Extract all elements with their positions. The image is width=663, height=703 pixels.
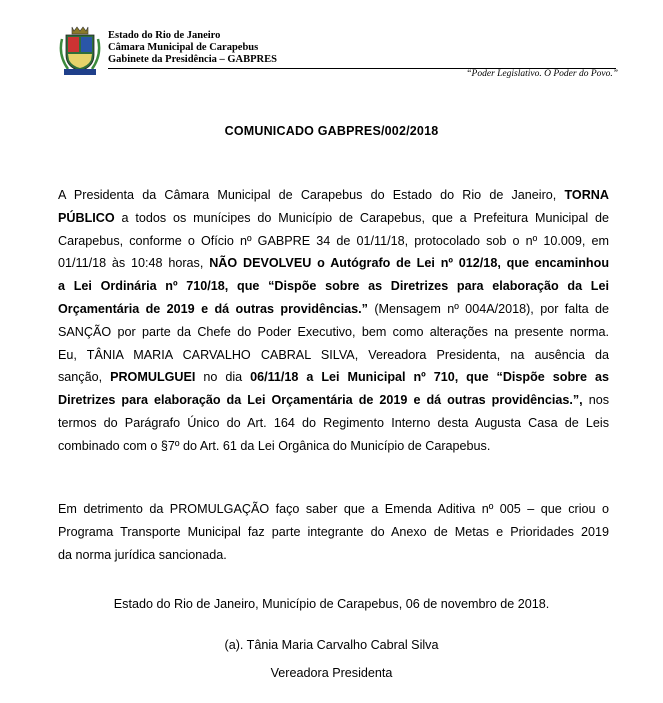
- letterhead-office: Gabinete da Presidência – GABPRES: [108, 54, 277, 65]
- text-line: SANÇÃO por parte da Chefe do Poder Executivo, bem como alterações na presente norma.: [58, 324, 609, 339]
- text-line: Carapebus, conforme o Ofício nº GABPRE 34 de 01/11/18, protocolado sob o nº 10.009, em: [58, 233, 609, 248]
- text-line: sanção, PROMULGUEI no dia 06/11/18 a Lei Municipal nº 710, que “Dispõe sobre as: [58, 370, 609, 385]
- signature-role: Vereadora Presidenta: [270, 666, 393, 680]
- letterhead: [58, 25, 618, 85]
- document-title: COMUNICADO GABPRES/002/2018: [224, 124, 439, 138]
- text-line: 01/11/18 às 10:48 horas, NÃO DEVOLVEU o Autógrafo de Lei nº 012/18, que encaminhou: [58, 256, 610, 271]
- text-line: PÚBLICO a todos os munícipes do Município de Carapebus, que a Prefeitura Municipal de: [58, 210, 610, 225]
- text-line: Eu, TÂNIA MARIA CARVALHO CABRAL SILVA, Vereadora Presidenta, na ausência da: [58, 347, 609, 362]
- date-line: Estado do Rio de Janeiro, Município de Carapebus, 06 de novembro de 2018.: [113, 597, 550, 611]
- main-paragraph: [58, 184, 609, 458]
- text-line: a Lei Ordinária nº 710/18, que “Dispõe sobre as Diretrizes para elaboração da Lei: [58, 279, 609, 294]
- letterhead-chamber: Câmara Municipal de Carapebus: [108, 42, 259, 53]
- motto: “Poder Legislativo. O Poder do Povo.”: [466, 69, 618, 79]
- text-line: Em detrimento da PROMULGAÇÃO faço saber que a Emenda Aditiva nº 005 – que criou o: [58, 502, 609, 516]
- text-line: combinado com o §7º do Art. 61 da Lei Orgânica do Município de Carapebus.: [58, 438, 491, 453]
- text-line: Diretrizes para elaboração da Lei Orçamentária de 2019 e dá outras providências.”, nos: [58, 393, 610, 408]
- letterhead-text: [108, 30, 277, 66]
- text-line: A Presidenta da Câmara Municipal de Carapebus do Estado do Rio de Janeiro, TORNA: [58, 188, 609, 202]
- text-line: Orçamentária de 2019 e dá outras providências.” (Mensagem nº 004A/2018), por falta de: [58, 301, 609, 316]
- amendment-paragraph: [58, 498, 609, 566]
- letterhead-state: Estado do Rio de Janeiro: [108, 30, 221, 41]
- coat-of-arms-icon: [58, 25, 102, 77]
- signature-name: (a). Tânia Maria Carvalho Cabral Silva: [224, 638, 439, 652]
- text-line: termos do Parágrafo Único do Art. 164 do Regimento Interno desta Augusta Casa de Leis: [58, 415, 609, 430]
- text-line: da norma jurídica sancionada.: [58, 547, 227, 562]
- text-line: Programa Transporte Municipal faz parte integrante do Anexo de Metas e Prioridades 2019: [58, 524, 609, 539]
